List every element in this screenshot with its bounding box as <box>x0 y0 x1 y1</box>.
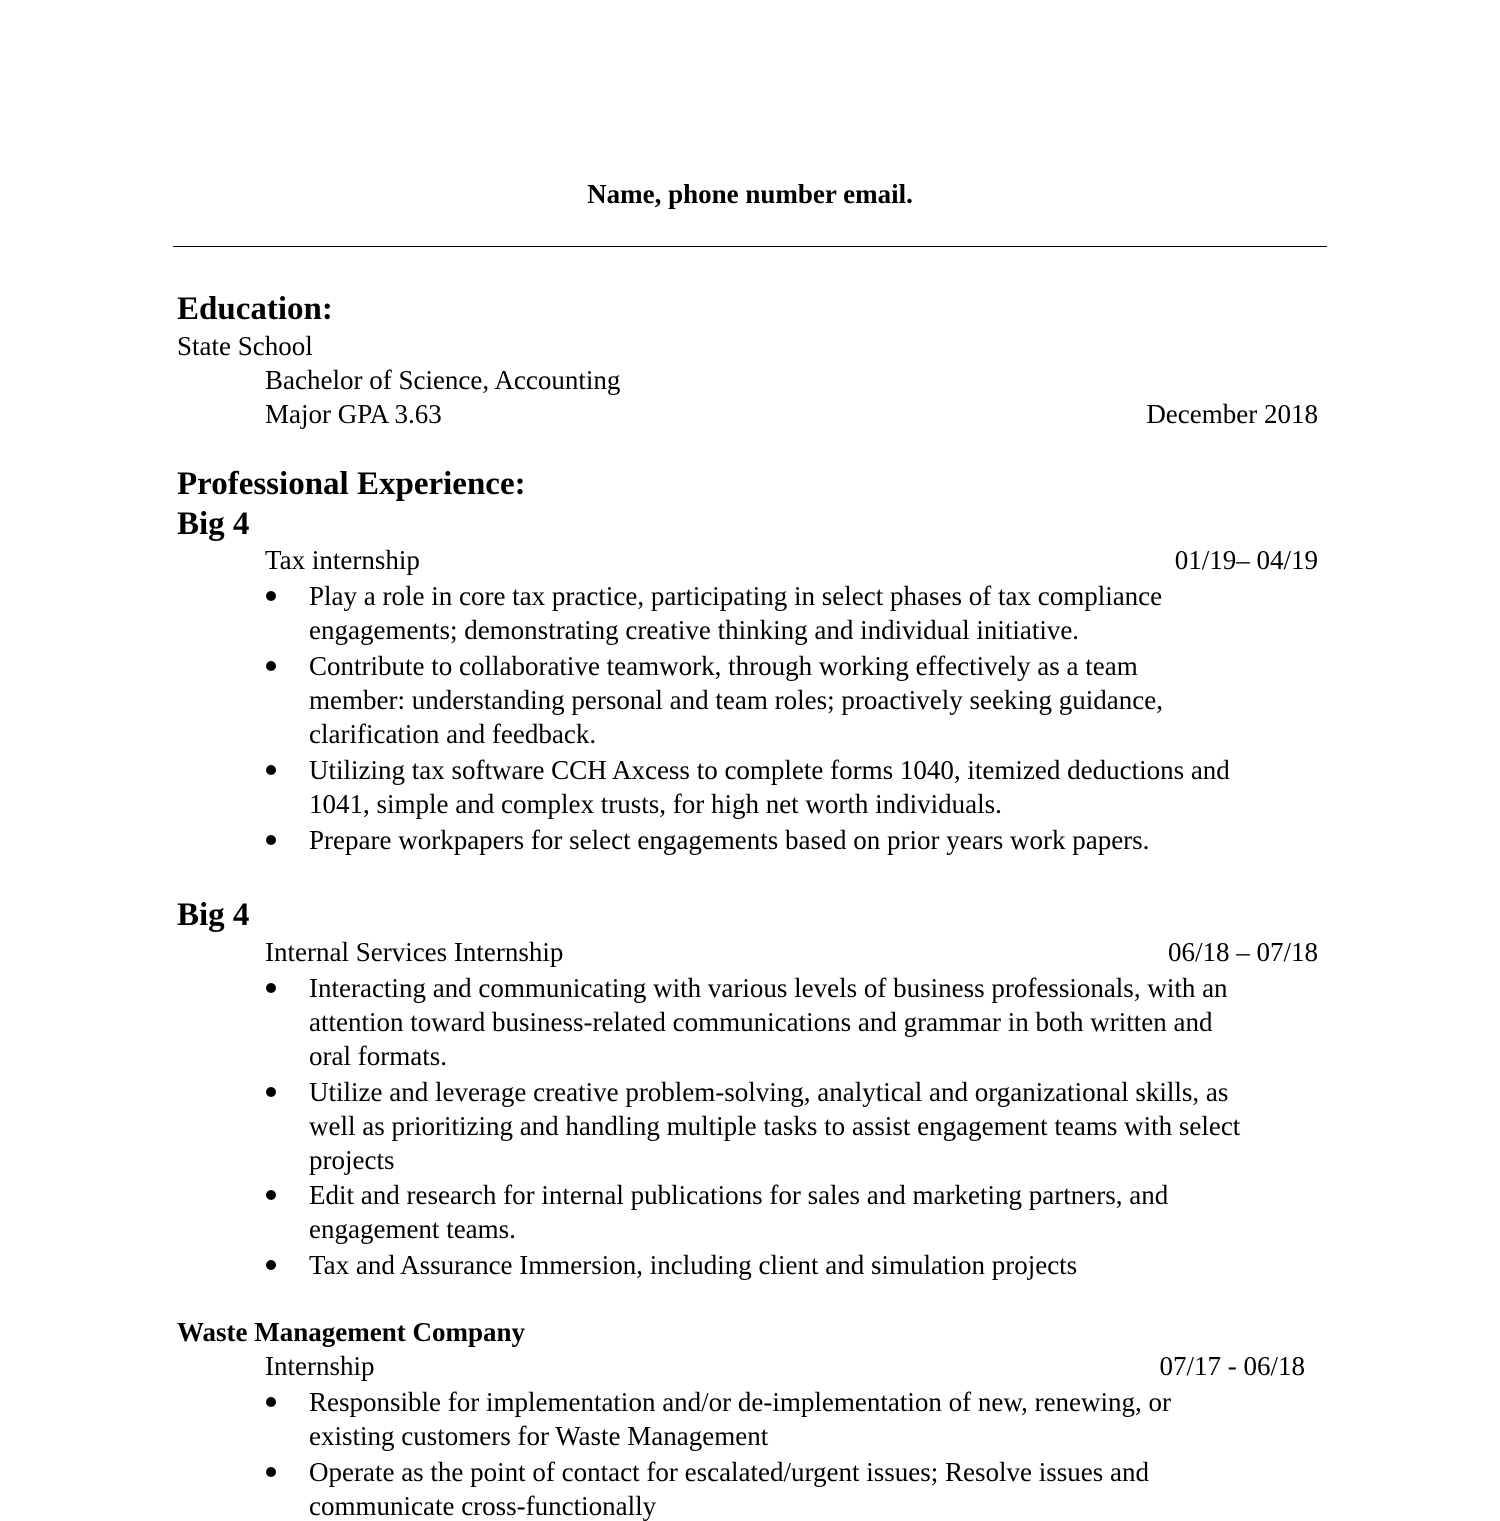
job-title: Tax internship <box>265 545 420 575</box>
company-name: Big 4 <box>177 506 250 542</box>
job-title: Internship <box>265 1351 375 1381</box>
bullet-text-line: Utilize and leverage creative problem-solving, analytical and organizational skills, as <box>309 1077 1229 1107</box>
company-name: Big 4 <box>177 897 250 933</box>
bullet-text-line: projects <box>309 1145 395 1175</box>
bullet-text-line: Utilizing tax software CCH Axcess to complete forms 1040, itemized deductions and <box>309 755 1230 785</box>
bullet-icon <box>266 1190 276 1200</box>
bullet-text-line: Edit and research for internal publications for sales and marketing partners, and <box>309 1180 1169 1210</box>
bullet-icon <box>266 1467 276 1477</box>
bullet-text-line: Prepare workpapers for select engagements based on prior years work papers. <box>309 825 1150 855</box>
graduation-date: December 2018 <box>1146 399 1318 429</box>
bullet-icon <box>266 1397 276 1407</box>
school-name: State School <box>177 331 313 361</box>
job-dates: 07/17 - 06/18 <box>1159 1351 1305 1381</box>
bullet-text-line: existing customers for Waste Management <box>309 1421 769 1451</box>
bullet-text-line: oral formats. <box>309 1041 447 1071</box>
bullet-text-line: Interacting and communicating with various levels of business professionals, with an <box>309 973 1228 1003</box>
education-heading: Education: <box>177 291 333 327</box>
contact-header: Name, phone number email. <box>587 179 913 209</box>
degree: Bachelor of Science, Accounting <box>265 365 621 395</box>
bullet-text-line: Contribute to collaborative teamwork, through working effectively as a team <box>309 651 1138 681</box>
bullet-text-line: attention toward business-related communications and grammar in both written and <box>309 1007 1213 1037</box>
job-title: Internal Services Internship <box>265 937 564 967</box>
bullet-icon <box>266 591 276 601</box>
bullet-text-line: well as prioritizing and handling multiple tasks to assist engagement teams with select <box>309 1111 1241 1141</box>
bullet-text-line: 1041, simple and complex trusts, for high net worth individuals. <box>309 789 1002 819</box>
bullet-text-line: Tax and Assurance Immersion, including client and simulation projects <box>309 1250 1078 1280</box>
bullet-text-line: communicate cross-functionally <box>309 1491 657 1521</box>
bullet-icon <box>266 1087 276 1097</box>
bullet-text-line: Responsible for implementation and/or de-implementation of new, renewing, or <box>309 1387 1172 1417</box>
bullet-text-line: clarification and feedback. <box>309 719 597 749</box>
bullet-icon <box>266 765 276 775</box>
bullet-icon <box>266 835 276 845</box>
bullet-text-line: Play a role in core tax practice, participating in select phases of tax compliance <box>309 581 1163 611</box>
bullet-text-line: engagement teams. <box>309 1214 516 1244</box>
experience-heading: Professional Experience: <box>177 466 526 502</box>
job-dates: 01/19– 04/19 <box>1174 545 1318 575</box>
company-name: Waste Management Company <box>177 1317 525 1347</box>
bullet-icon <box>266 983 276 993</box>
job-dates: 06/18 – 07/18 <box>1167 937 1318 967</box>
bullet-icon <box>266 661 276 671</box>
bullet-icon <box>266 1260 276 1270</box>
bullet-text-line: engagements; demonstrating creative thinking and individual initiative. <box>309 615 1080 645</box>
gpa: Major GPA 3.63 <box>265 399 442 429</box>
bullet-text-line: Operate as the point of contact for escalated/urgent issues; Resolve issues and <box>309 1457 1150 1487</box>
header-divider <box>173 246 1327 247</box>
bullet-text-line: member: understanding personal and team roles; proactively seeking guidance, <box>309 685 1163 715</box>
